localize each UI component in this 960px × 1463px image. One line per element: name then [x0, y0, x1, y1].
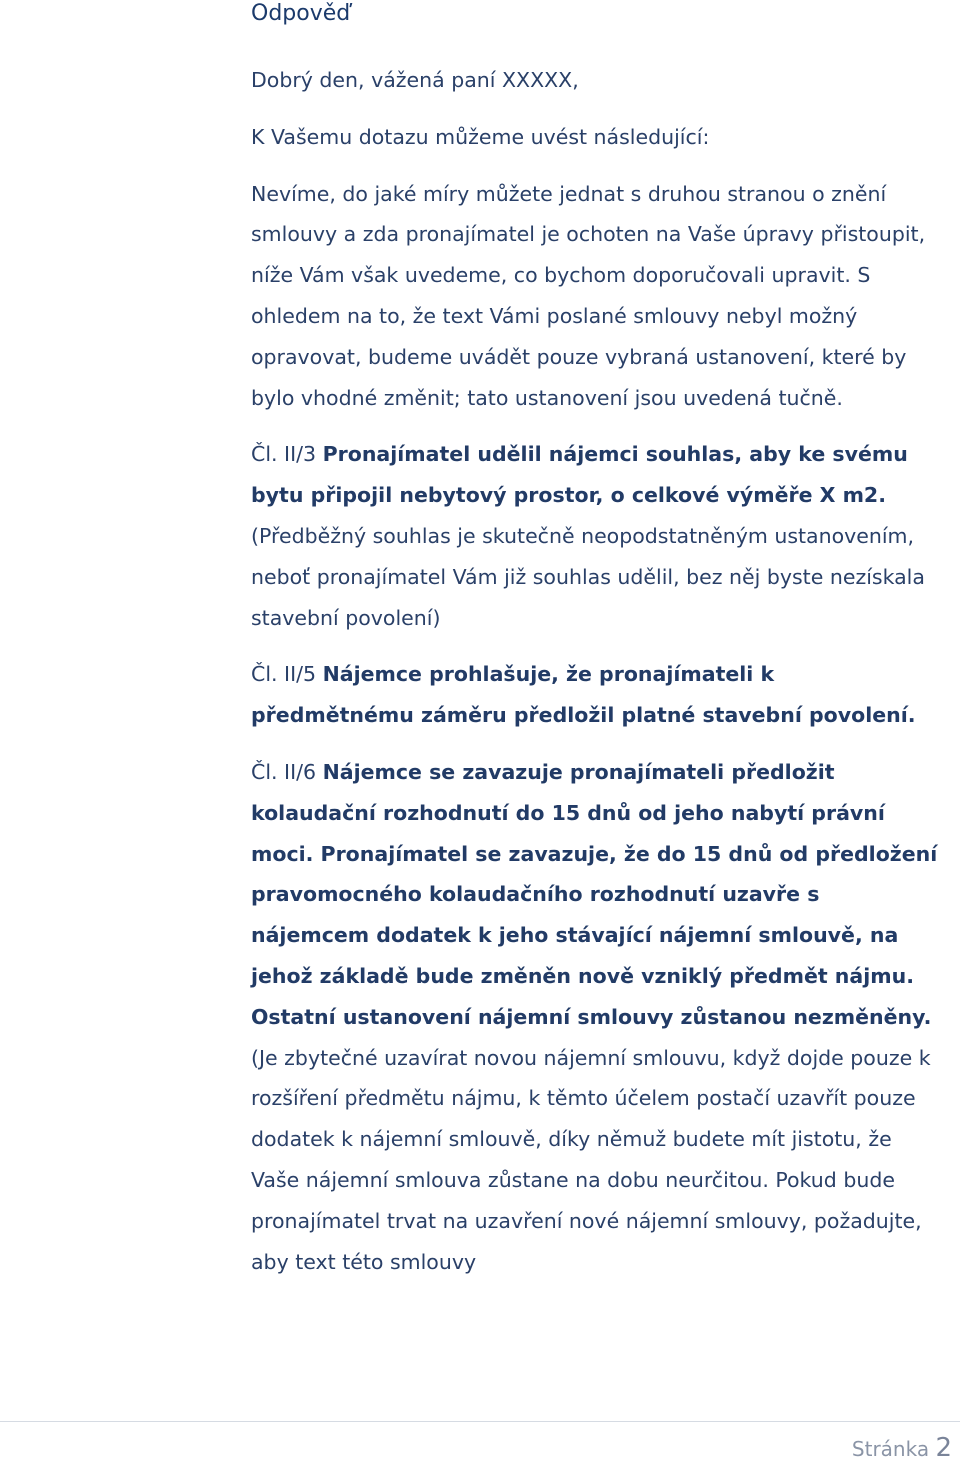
- letter-body: [251, 60, 941, 1282]
- clause-ii-3: [251, 434, 941, 638]
- page-number: 2: [935, 1433, 952, 1463]
- clause-ii-5: [251, 654, 941, 736]
- clause-ref: Čl. II/6: [251, 759, 323, 784]
- paragraph-1: Nevíme, do jaké míry můžete jednat s druhou stranou o znění smlouvy a zda pronajímatel je ochoten na Vaše úpravy přistoupit, níže Vám však uvedeme, co bychom doporučovali upravit. S ohledem na to, že text Vámi poslané smlouvy nebyl možný opravovat, budeme uvádět pouze vybraná ustanovení, které by bylo vhodné změnit; tato ustanovení jsou uvedená tučně.: [251, 181, 926, 410]
- clause-note: (Předběžný souhlas je skutečně neopodstatněným ustanovením, neboť pronajímatel Vám již souhlas udělil, bez něj byste nezískala stavební povolení): [251, 523, 925, 630]
- clause-text: Nájemce prohlašuje, že pronajímateli k předmětnému záměru předložil platné stavební povolení.: [251, 662, 916, 728]
- clause-text: Pronajímatel udělil nájemci souhlas, aby ke svému bytu připojil nebytový prostor, o celkové výměře X m2.: [251, 442, 908, 508]
- clause-text: Nájemce se zavazuje pronajímateli předložit kolaudační rozhodnutí do 15 dnů od jeho nabytí právní moci. Pronajímatel se zavazuje, že do 15 dnů od předložení pravomocného kolaudačního rozhodnutí uzavře s nájemcem dodatek k jeho stávající nájemní smlouvě, na jehož základě bude změněn nově vzniklý předmět nájmu. Ostatní ustanovení nájemní smlouvy zůstanou nezměněny.: [251, 759, 938, 1029]
- intro-line: K Vašemu dotazu můžeme uvést následující:: [251, 124, 710, 149]
- page-footer: [852, 1433, 952, 1463]
- page-heading: Odpověď: [251, 1, 351, 26]
- clause-ii-6: [251, 752, 941, 1282]
- greeting: Dobrý den, vážená paní XXXXX,: [251, 68, 579, 92]
- footer-divider: [0, 1421, 960, 1422]
- clause-ref: Čl. II/5: [251, 662, 323, 687]
- clause-ref: Čl. II/3: [251, 442, 323, 467]
- page-label: Stránka: [851, 1437, 930, 1461]
- clause-note: (Je zbytečné uzavírat novou nájemní smlouvu, když dojde pouze k rozšíření předmětu nájmu, k těmto účelem postačí uzavřít pouze dodatek k nájemní smlouvě, díky němuž budete mít jistotu, že Vaše nájemní smlouva zůstane na dobu neurčitou. Pokud bude pronajímatel trvat na uzavření nové nájemní smlouvy, požadujte, aby text této smlouvy: [251, 1045, 931, 1274]
